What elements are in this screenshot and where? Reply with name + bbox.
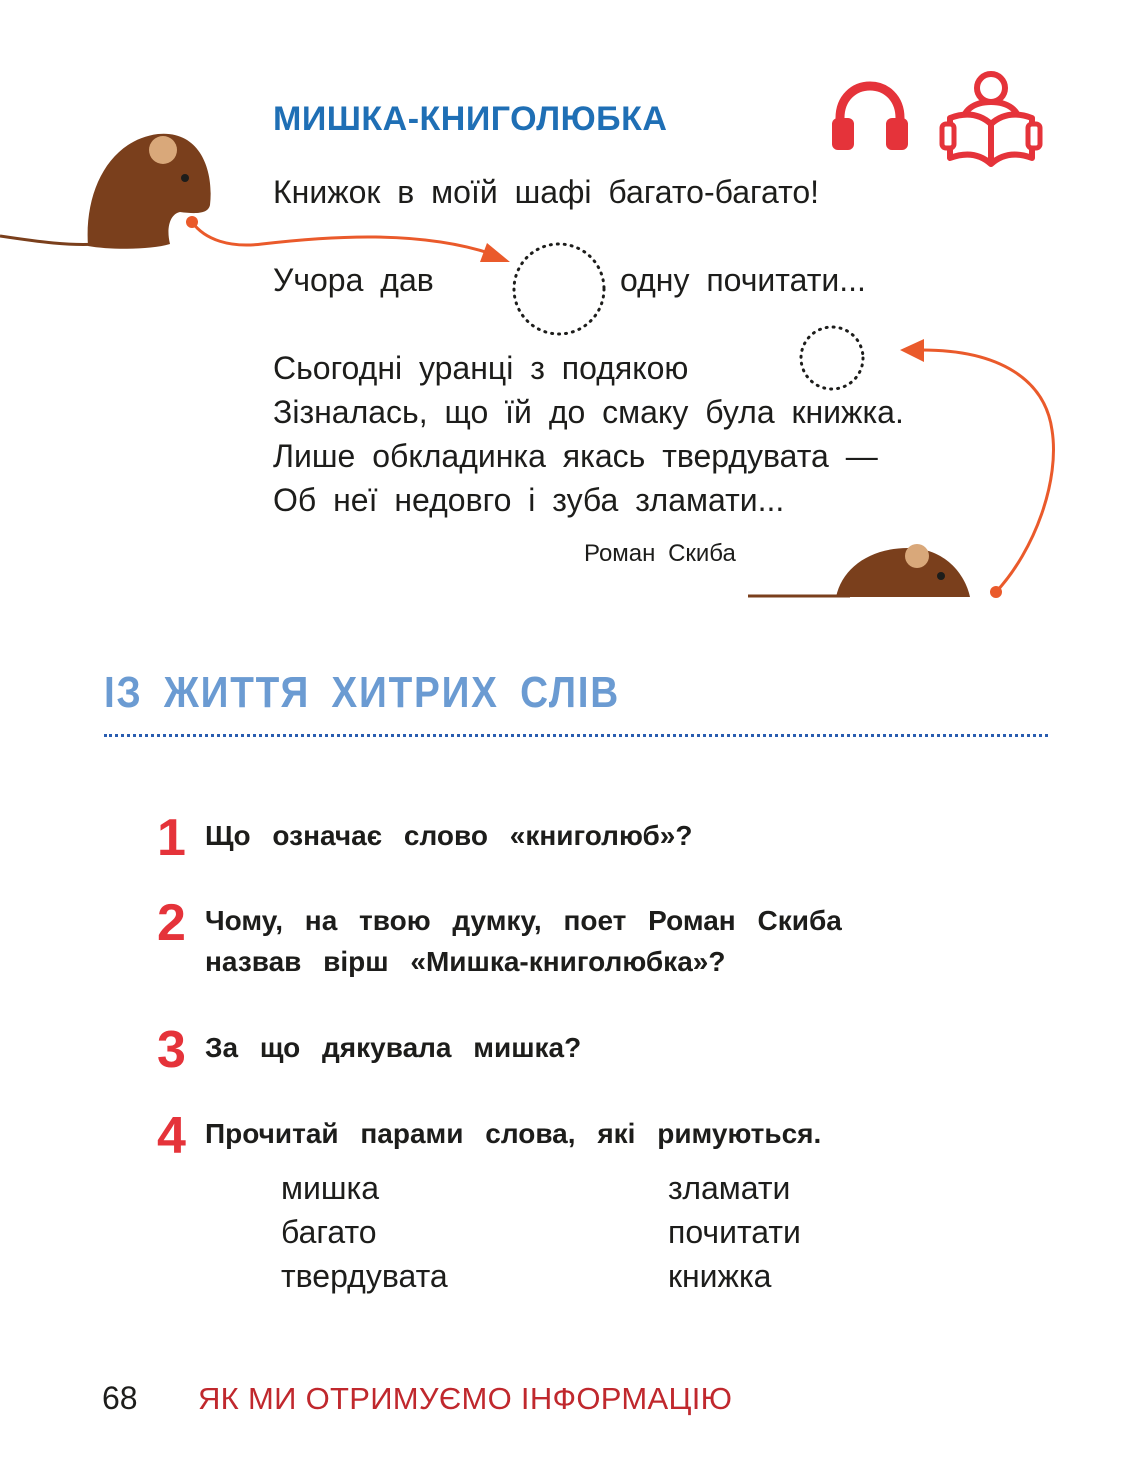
- mouse-left-illustration: [0, 134, 211, 249]
- question-1-number: 1: [157, 809, 186, 867]
- arrow-left-illustration: [186, 216, 510, 262]
- blank-circle-2: [801, 327, 863, 389]
- question-2-text-line-2: назвав вірш «Мишка-книголюбка»?: [205, 946, 726, 977]
- rhyme-word-left-1: мишка: [281, 1170, 380, 1206]
- blank-circle-1: [514, 244, 604, 334]
- poem-line-2-end: одну почитати...: [620, 262, 866, 298]
- section-divider: [104, 734, 1048, 737]
- rhyme-word-right-1: зламати: [668, 1170, 791, 1206]
- page-number: 68: [102, 1380, 138, 1416]
- rhyme-word-right-3: книжка: [668, 1258, 772, 1294]
- question-4-number: 4: [157, 1107, 186, 1165]
- chapter-title: ЯК МИ ОТРИМУЄМО ІНФОРМАЦІЮ: [198, 1381, 733, 1416]
- poem-author: Роман Скиба: [584, 540, 736, 567]
- question-3-number: 3: [157, 1021, 186, 1079]
- poem-title: МИШКА-КНИГОЛЮБКА: [273, 100, 668, 138]
- question-2-number: 2: [157, 894, 186, 952]
- rhyme-word-right-2: почитати: [668, 1214, 801, 1250]
- rhyme-word-left-2: багато: [281, 1214, 377, 1250]
- reading-person-icon: [938, 68, 1044, 170]
- poem-line-2-start: Учора дав: [273, 262, 434, 298]
- question-2-text-line-1: Чому, на твою думку, поет Роман Скиба: [205, 905, 842, 936]
- headphones-icon: [830, 80, 910, 152]
- poem-line-4: Зізналась, що їй до смаку була книжка.: [273, 394, 904, 430]
- rhyme-word-left-3: твердувата: [281, 1258, 448, 1294]
- question-1-text: Що означає слово «книголюб»?: [205, 820, 693, 851]
- question-3-text: За що дякувала мишка?: [205, 1032, 582, 1063]
- poem-line-1: Книжок в моїй шафі багато-багато!: [273, 174, 820, 210]
- mouse-right-illustration: [748, 544, 970, 597]
- poem-line-6: Об неї недовго і зуба зламати...: [273, 482, 785, 518]
- section-title: ІЗ ЖИТТЯ ХИТРИХ СЛІВ: [104, 668, 621, 717]
- poem-line-3: Сьогодні уранці з подякою: [273, 350, 689, 386]
- question-4-text: Прочитай парами слова, які римуються.: [205, 1118, 822, 1149]
- poem-line-5: Лише обкладинка якась твердувата —: [273, 438, 878, 474]
